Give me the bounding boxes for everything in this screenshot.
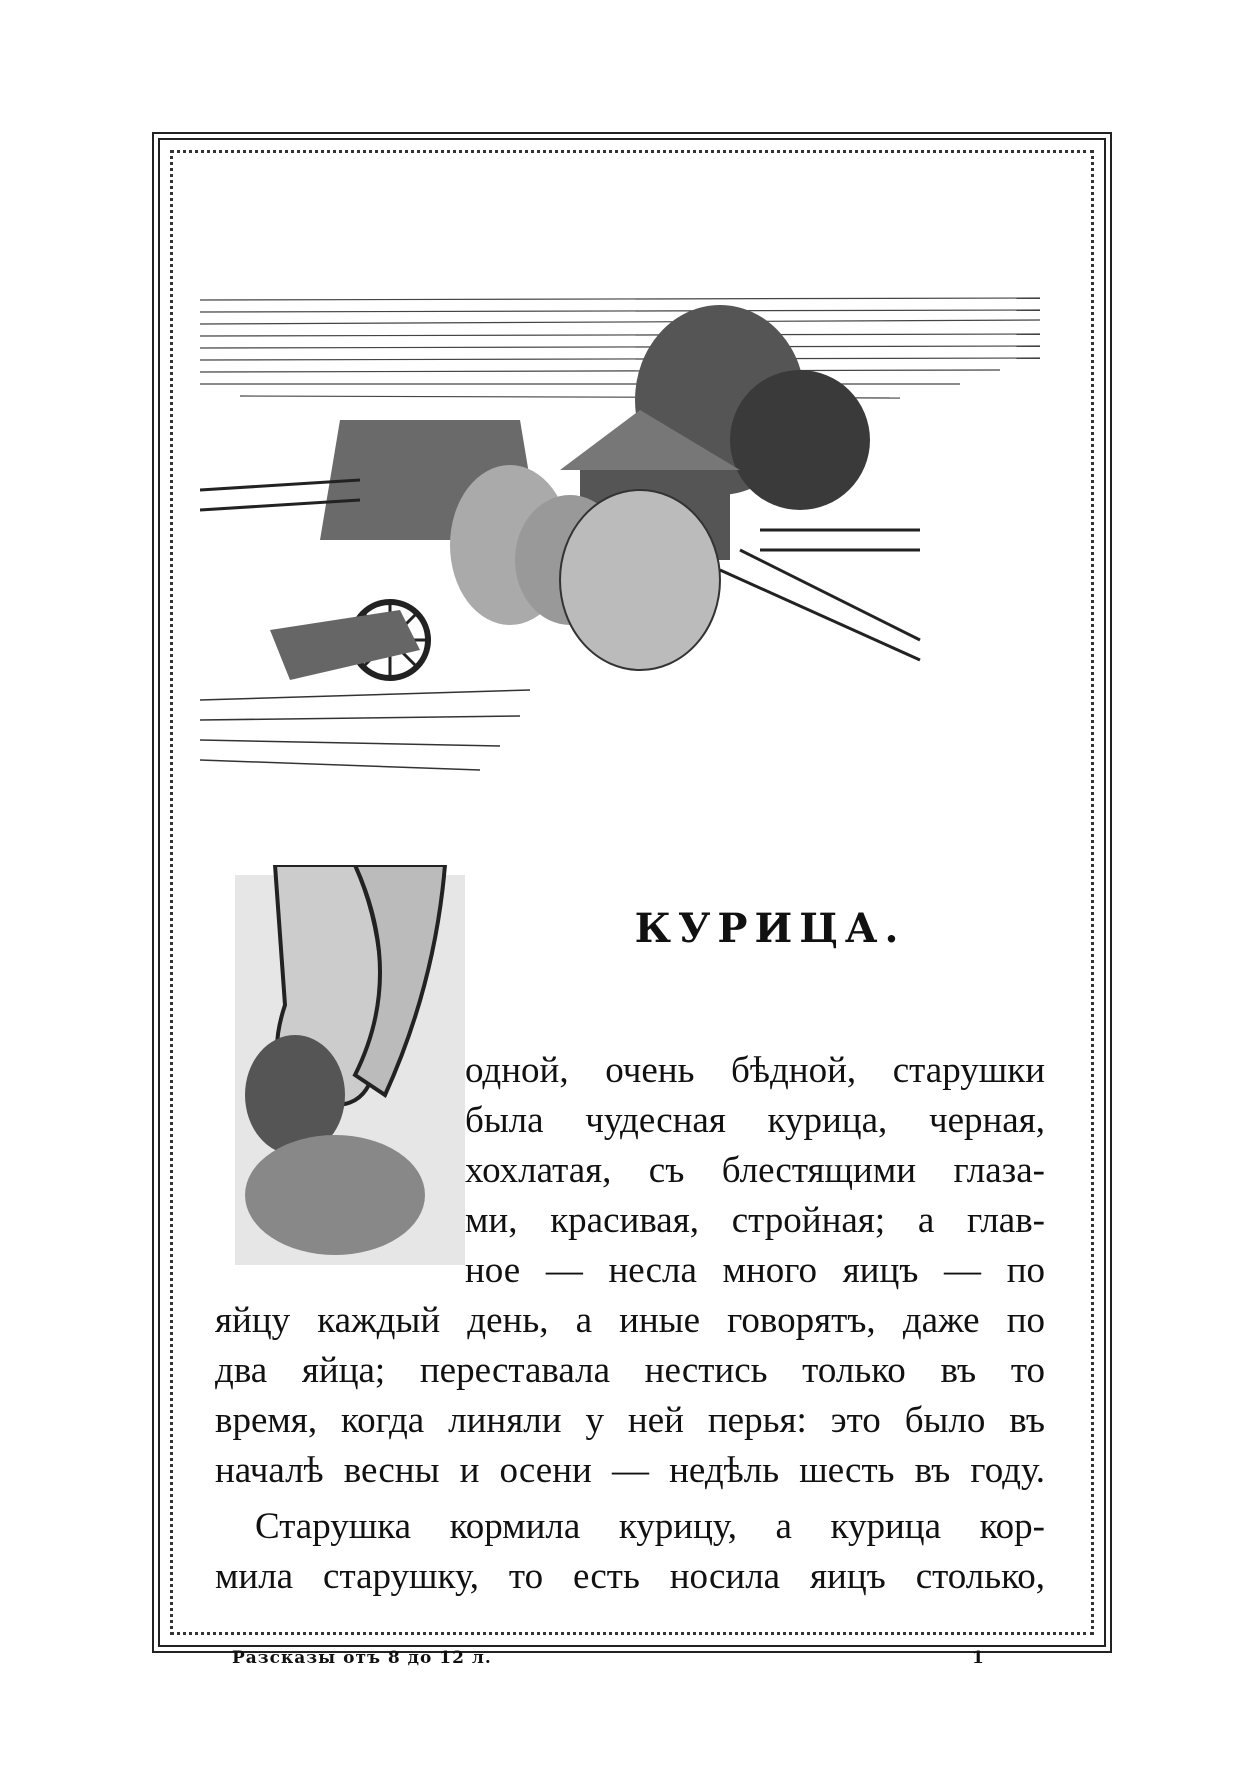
footer-book-title: Разсказы отъ 8 до 12 л. <box>232 1648 492 1668</box>
text-line: время, когда линяли у ней перья: это было въ <box>215 1400 1045 1441</box>
text-line: ное — несла много яицъ — по <box>465 1250 1045 1291</box>
text-line: два яйца; переставала нестись только въ то <box>215 1350 1045 1391</box>
ornamental-drop-cap-illustration <box>235 865 475 1275</box>
text-line: яйцу каждый день, а иные говорятъ, даже по <box>215 1300 1045 1341</box>
paragraph-first-line: Старушка кормила курицу, а курица кор- <box>255 1506 1045 1547</box>
page-number: 1 <box>972 1648 984 1668</box>
text-line: ми, красивая, стройная; а глав- <box>465 1200 1045 1241</box>
village-engraving-illustration <box>200 280 1040 840</box>
text-line: мила старушку, то есть носила яицъ столько, <box>215 1556 1045 1597</box>
text-line: была чудесная курица, черная, <box>465 1100 1045 1141</box>
text-line: одной, очень бѣдной, старушки <box>465 1050 1045 1091</box>
story-title: КУРИЦА. <box>634 905 906 952</box>
text-line: хохлатая, съ блестящими глаза- <box>465 1150 1045 1191</box>
text-line: началѣ весны и осени — недѣль шесть въ году. <box>215 1450 1045 1491</box>
